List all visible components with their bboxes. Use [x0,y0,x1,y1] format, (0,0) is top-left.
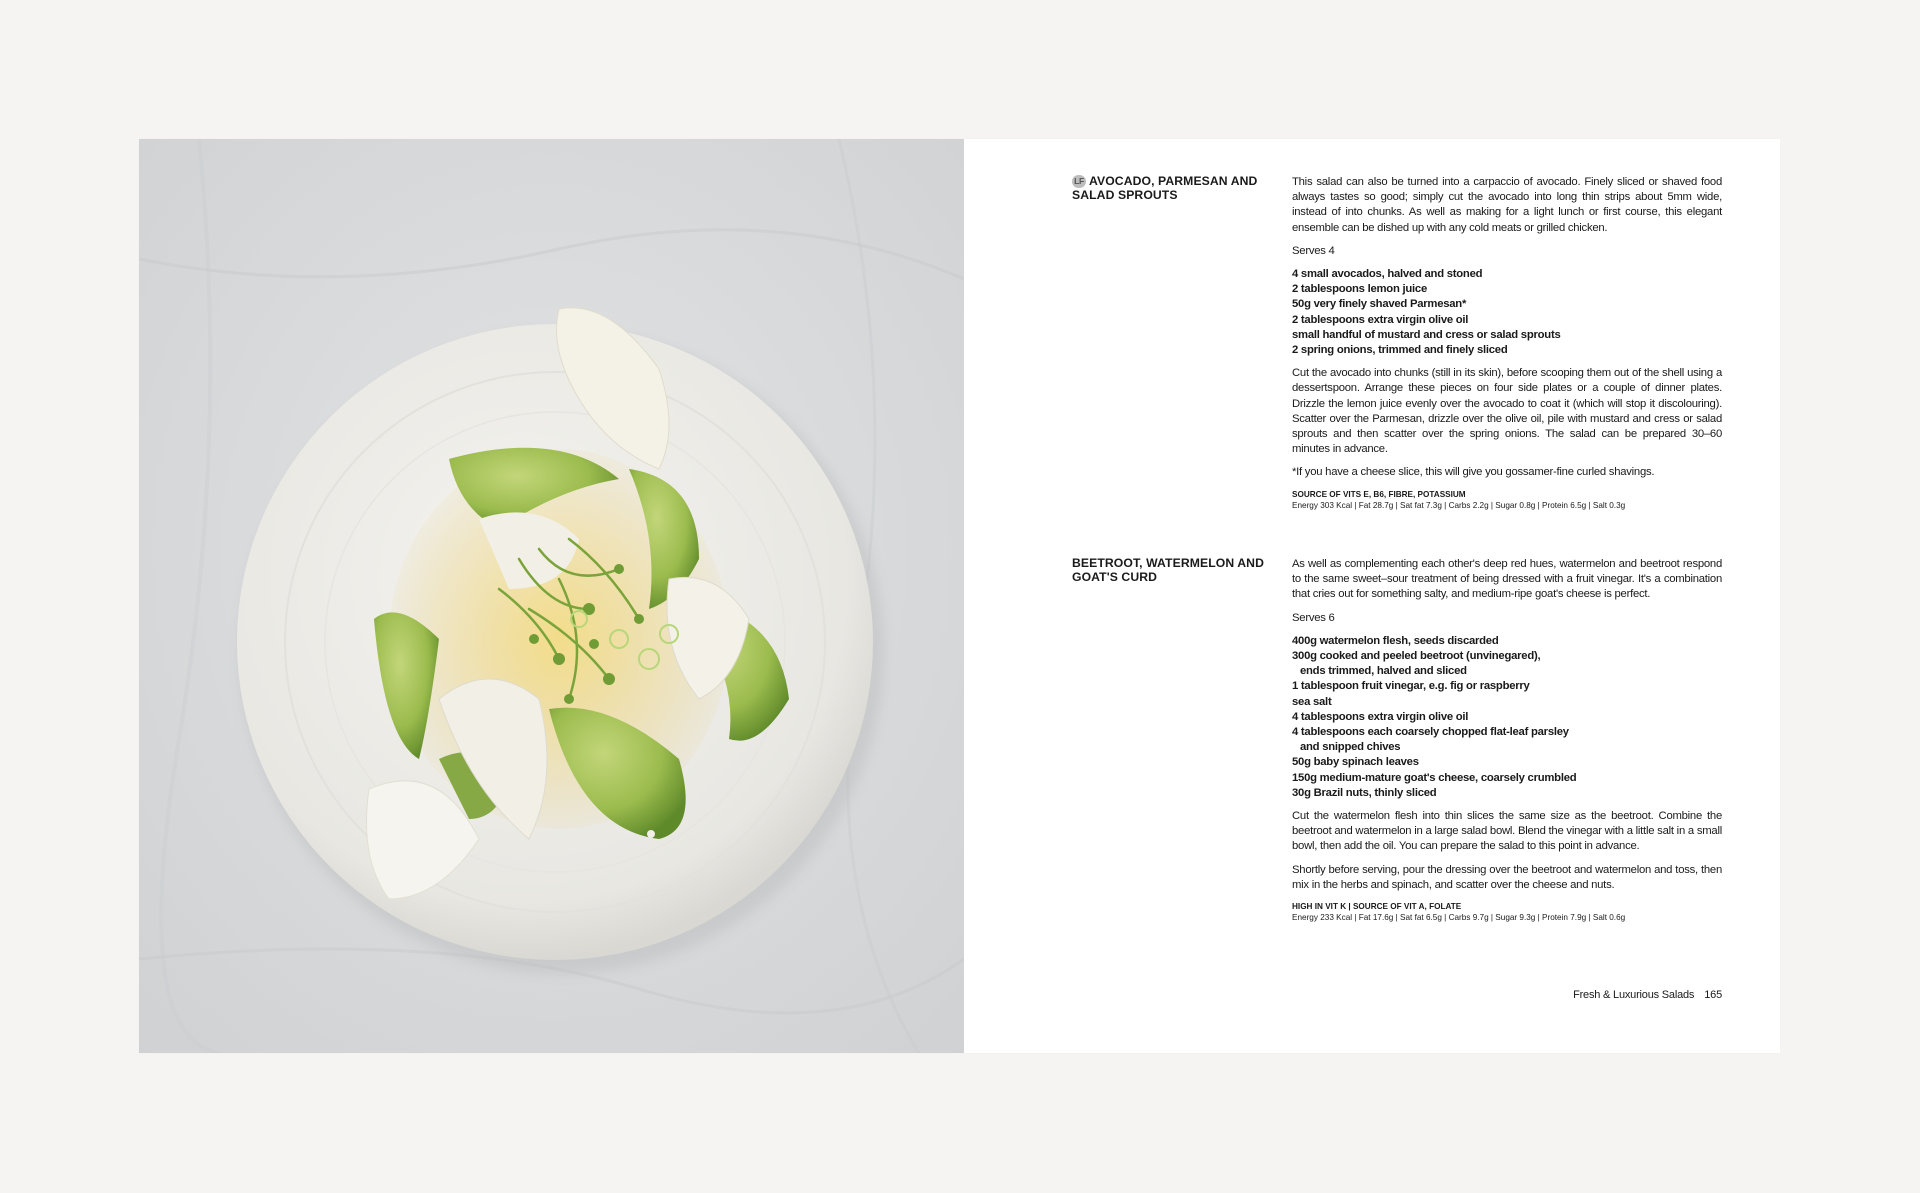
book-spread [139,139,1780,1053]
ingredient: 4 tablespoons each coarsely chopped flat-leaf parsley [1292,726,1569,739]
ingredient: 1 tablespoon fruit vinegar, e.g. fig or raspberry [1292,680,1530,693]
ingredient: 2 tablespoons lemon juice [1292,283,1427,296]
low-fat-badge: LF [1072,175,1086,188]
ingredient: small handful of mustard and cress or salad sprouts [1292,328,1561,341]
recipe-intro: This salad can also be turned into a carpaccio of avocado. Finely sliced or shaved food always tastes so good; simply cut the avocado into long thin strips about 5mm wide, instead of into chunks. As well as making for a light lunch or first course, this elegant ensemble can be dished up with any cold meats or grilled chicken. [1292,176,1722,234]
ingredient: 50g baby spinach leaves [1292,756,1419,769]
recipe-method: Shortly before serving, pour the dressing over the beetroot and watermelon and toss, then mix in the herbs and spinach, and scatter over the cheese and nuts. [1292,863,1722,891]
nutrition-heading: SOURCE OF VITS E, B6, FIBRE, POTASSIUM [1292,489,1466,499]
recipe-page [964,139,1780,1053]
ingredient: 2 spring onions, trimmed and finely sliced [1292,344,1508,357]
ingredient-list [1292,634,1722,801]
recipe-serves: Serves 6 [1292,611,1335,624]
ingredient: 150g medium-mature goat's cheese, coarsely crumbled [1292,771,1577,784]
ingredient: 50g very finely shaved Parmesan* [1292,298,1467,311]
recipe-method: Cut the watermelon flesh into thin slices the same size as the beetroot. Combine the beetroot and watermelon in a large salad bowl. Blend the vinegar with a little salt in a small bowl, then add the oil. You can prepare the salad to this point in advance. [1292,810,1722,853]
recipe-method: Cut the avocado into chunks (still in its skin), before scooping them out of the shell using a dessertspoon. Arrange these pieces on four side plates or a couple of dinner plates. Drizzle the lemon juice evenly over the avocado to coat it (which will stop it discolouring). Scatter over the Parmesan, drizzle over the olive oil, pile with mustard and cress or salad sprouts and then scatter over the spring onions. The salad can be prepared 30–60 minutes in advance. [1292,367,1722,456]
ingredient-list [1292,267,1722,358]
recipe-avocado [1072,175,1722,511]
ingredient: ends trimmed, halved and sliced [1300,665,1467,678]
nutrition-facts: Energy 303 Kcal | Fat 28.7g | Sat fat 7.3g | Carbs 2.2g | Sugar 0.8g | Protein 6.5g | Salt 0.3g [1292,500,1626,510]
ingredient: and snipped chives [1300,741,1401,754]
ingredient: 400g watermelon flesh, seeds discarded [1292,634,1499,647]
page-number: 165 [1704,989,1722,1001]
ingredient: 300g cooked and peeled beetroot (unvinegared), [1292,650,1541,663]
nutrition-facts: Energy 233 Kcal | Fat 17.6g | Sat fat 6.5g | Carbs 9.7g | Sugar 9.3g | Protein 7.9g | Salt 0.6g [1292,913,1626,923]
recipe-intro: As well as complementing each other's deep red hues, watermelon and beetroot respond to the same sweet–sour treatment of being dressed with a fruit vinegar. It's a combination that cries out for something salty, and medium-ripe goat's cheese is perfect. [1292,558,1722,601]
ingredient: sea salt [1292,695,1332,708]
recipe-body [1292,175,1722,511]
recipe-note: *If you have a cheese slice, this will give you gossamer-fine curled shavings. [1292,466,1655,479]
ingredient: 30g Brazil nuts, thinly sliced [1292,786,1437,799]
ingredient: 4 small avocados, halved and stoned [1292,268,1483,281]
recipe-title: BEETROOT, WATERMELON AND GOAT'S CURD [1072,556,1264,584]
recipe-body [1292,557,1722,923]
salad-photo [139,139,964,1053]
recipe-serves: Serves 4 [1292,244,1335,257]
avocado-salad-plate-illustration [139,139,964,1053]
recipe-beetroot [1072,557,1722,923]
nutrition-heading: HIGH IN VIT K | SOURCE OF VIT A, FOLATE [1292,902,1462,912]
section-name: Fresh & Luxurious Salads [1573,989,1695,1001]
ingredient: 2 tablespoons extra virgin olive oil [1292,313,1469,326]
recipe-title: LF AVOCADO, PARMESAN AND SALAD SPROUTS [1072,174,1258,202]
page-footer [1573,989,1722,1001]
ingredient: 4 tablespoons extra virgin olive oil [1292,710,1469,723]
